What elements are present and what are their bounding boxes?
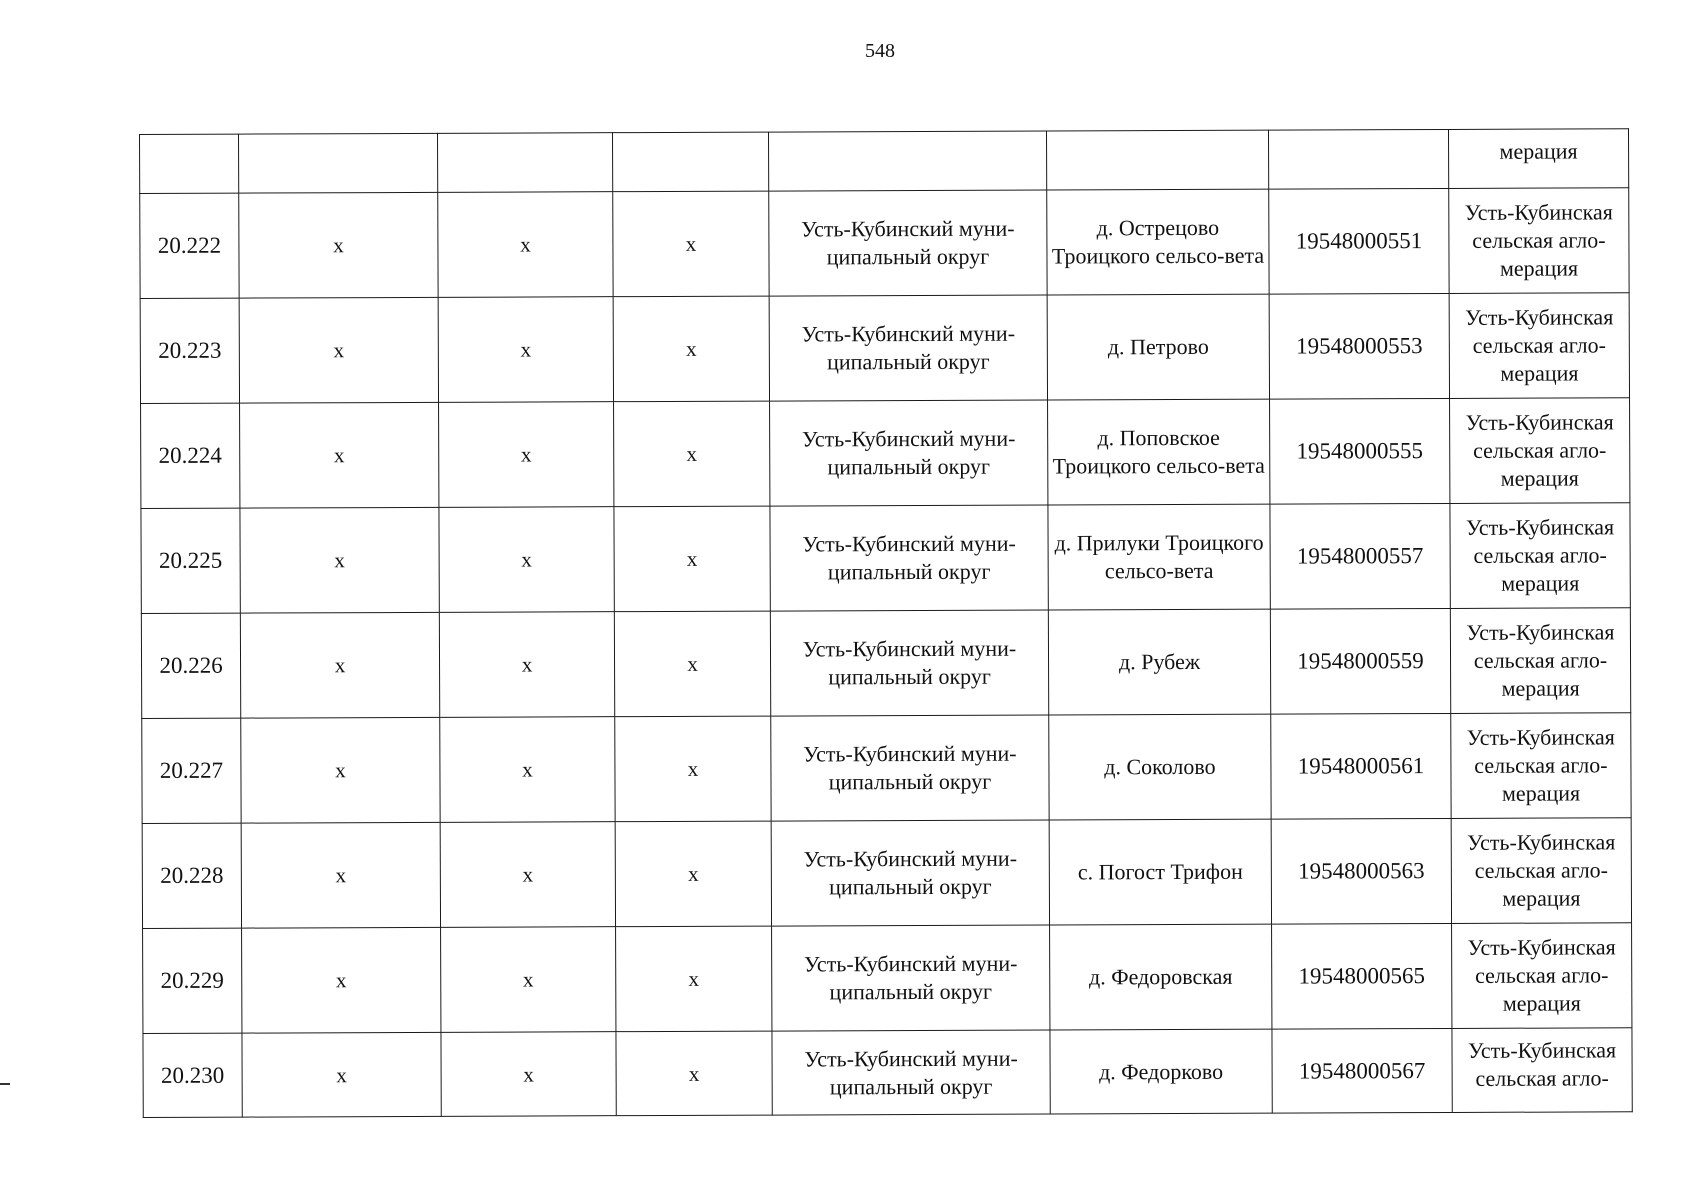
district-cell: Усть-Кубинский муни-ципальный округ xyxy=(772,1030,1050,1115)
mark-cell: х xyxy=(239,297,438,403)
mark-cell: х xyxy=(616,1031,772,1116)
table-cell-empty xyxy=(437,133,612,193)
table-cell-empty xyxy=(1268,129,1448,189)
mark-cell: х xyxy=(240,507,439,613)
row-number-cell: 20.223 xyxy=(140,298,239,403)
table-body xyxy=(140,129,1633,1118)
table-cell-empty xyxy=(140,134,239,193)
table-row xyxy=(140,188,1629,299)
settlement-cell: д. Петрово xyxy=(1047,294,1269,400)
row-number-cell: 20.225 xyxy=(141,508,240,613)
settlement-cell: д. Федорково xyxy=(1050,1029,1272,1114)
agglomeration-cell: Усть-Кубинская сельская агло-мерация xyxy=(1452,923,1632,1029)
district-cell: Усть-Кубинский муни-ципальный округ xyxy=(771,715,1049,821)
settlement-cell: д. Рубеж xyxy=(1048,609,1270,715)
oktmo-code-cell: 19548000553 xyxy=(1269,293,1449,399)
oktmo-code-cell: 19548000565 xyxy=(1272,923,1452,1029)
margin-mark xyxy=(0,1083,10,1085)
table-row xyxy=(143,1028,1632,1118)
agglomeration-cell: Усть-Кубинская сельская агло-мерация xyxy=(1449,188,1629,294)
mark-cell: х xyxy=(440,822,615,928)
agglomeration-cell: Усть-Кубинская сельская агло-мерация xyxy=(1450,503,1630,609)
agglomeration-cell: Усть-Кубинская сельская агло- xyxy=(1452,1028,1632,1113)
table-row xyxy=(141,398,1630,509)
mark-cell: х xyxy=(439,612,614,718)
table-row xyxy=(141,608,1630,719)
mark-cell: х xyxy=(614,611,770,717)
settlement-cell: д. Федоровская xyxy=(1050,924,1272,1030)
district-cell: Усть-Кубинский муни-ципальный округ xyxy=(769,190,1047,296)
table-cell-empty xyxy=(612,132,768,192)
district-cell: Усть-Кубинский муни-ципальный округ xyxy=(769,295,1047,401)
mark-cell: х xyxy=(242,927,441,1033)
mark-cell: х xyxy=(441,1032,616,1117)
row-number-cell: 20.230 xyxy=(143,1033,242,1117)
mark-cell: х xyxy=(613,296,769,402)
district-cell: Усть-Кубинский муни-ципальный округ xyxy=(772,925,1050,1031)
mark-cell: х xyxy=(616,926,772,1032)
mark-cell: х xyxy=(241,822,440,928)
oktmo-code-cell: 19548000559 xyxy=(1270,608,1450,714)
mark-cell: х xyxy=(438,192,613,298)
row-number-cell: 20.228 xyxy=(142,823,241,928)
oktmo-code-cell: 19548000557 xyxy=(1270,503,1450,609)
settlement-cell: д. Острецово Троицкого сельсо-вета xyxy=(1047,189,1269,295)
settlement-cell: д. Прилуки Троицкого сельсо-вета xyxy=(1048,504,1270,610)
row-number-cell: 20.222 xyxy=(140,193,239,298)
continuation-row xyxy=(140,129,1629,194)
mark-cell: х xyxy=(613,191,769,297)
mark-cell: х xyxy=(240,402,439,508)
oktmo-code-cell: 19548000561 xyxy=(1271,713,1451,819)
mark-cell: х xyxy=(615,821,771,927)
district-cell: Усть-Кубинский муни-ципальный округ xyxy=(770,505,1048,611)
settlement-cell: д. Поповское Троицкого сельсо-вета xyxy=(1048,399,1270,505)
agglomeration-cell: Усть-Кубинская сельская агло-мерация xyxy=(1450,398,1630,504)
mark-cell: х xyxy=(440,717,615,823)
oktmo-code-cell: 19548000555 xyxy=(1270,398,1450,504)
oktmo-code-cell: 19548000567 xyxy=(1272,1028,1452,1113)
mark-cell: х xyxy=(439,507,614,613)
district-cell: Усть-Кубинский муни-ципальный округ xyxy=(770,400,1048,506)
mark-cell: х xyxy=(439,402,614,508)
district-cell: Усть-Кубинский муни-ципальный округ xyxy=(771,820,1049,926)
table-row xyxy=(140,293,1629,404)
mark-cell: х xyxy=(242,1032,441,1117)
oktmo-code-cell: 19548000563 xyxy=(1271,818,1451,924)
mark-cell: х xyxy=(614,506,770,612)
mark-cell: х xyxy=(441,927,616,1033)
oktmo-code-cell: 19548000551 xyxy=(1269,188,1449,294)
mark-cell: х xyxy=(241,717,440,823)
table-cell-empty xyxy=(239,133,438,193)
row-number-cell: 20.229 xyxy=(143,928,242,1033)
table-cell-empty xyxy=(1046,130,1268,190)
table-row xyxy=(143,923,1632,1034)
mark-cell: х xyxy=(614,401,770,507)
table-row xyxy=(142,818,1631,929)
table-cell-empty xyxy=(768,131,1046,191)
mark-cell: х xyxy=(240,612,439,718)
mark-cell: х xyxy=(239,192,438,298)
row-number-cell: 20.226 xyxy=(141,613,240,718)
agglomeration-cell: Усть-Кубинская сельская агло-мерация xyxy=(1451,713,1631,819)
settlement-cell: с. Погост Трифон xyxy=(1049,819,1271,925)
table-row xyxy=(142,713,1631,824)
table-row xyxy=(141,503,1630,614)
mark-cell: х xyxy=(438,297,613,403)
row-number-cell: 20.224 xyxy=(141,403,240,508)
settlements-table xyxy=(139,128,1633,1118)
settlement-cell: д. Соколово xyxy=(1049,714,1271,820)
agglomeration-continuation-cell: мерация xyxy=(1448,129,1628,189)
mark-cell: х xyxy=(615,716,771,822)
agglomeration-cell: Усть-Кубинская сельская агло-мерация xyxy=(1449,293,1629,399)
page-number: 548 xyxy=(865,40,895,62)
agglomeration-cell: Усть-Кубинская сельская агло-мерация xyxy=(1451,818,1631,924)
agglomeration-cell: Усть-Кубинская сельская агло-мерация xyxy=(1450,608,1630,714)
row-number-cell: 20.227 xyxy=(142,718,241,823)
district-cell: Усть-Кубинский муни-ципальный округ xyxy=(770,610,1048,716)
